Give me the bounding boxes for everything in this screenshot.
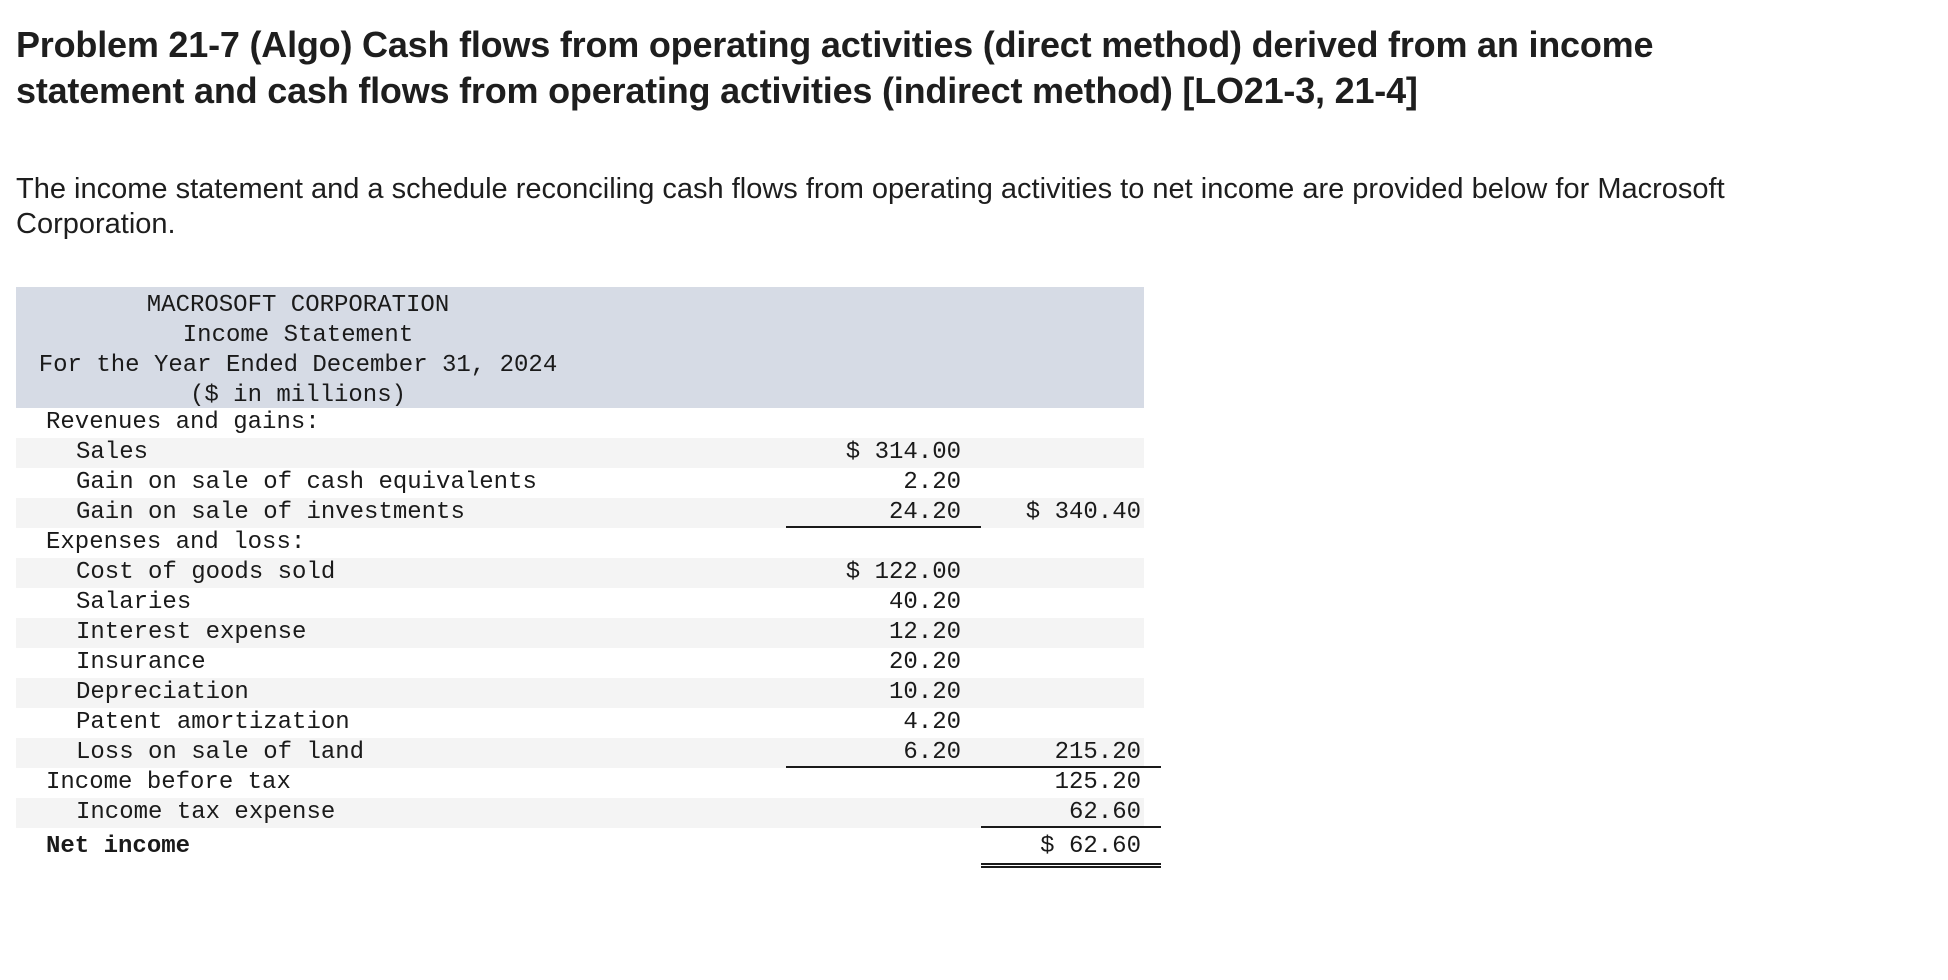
table-row	[16, 588, 1144, 618]
table-row	[16, 618, 1144, 648]
statement-units: ($ in millions)	[189, 382, 407, 409]
row-label: Insurance	[76, 649, 206, 676]
problem-intro	[16, 172, 1932, 242]
row-label: Expenses and loss:	[46, 529, 306, 556]
section-heading-revenues	[16, 408, 1144, 438]
row-amount: $ 122.00	[845, 559, 961, 586]
income-statement-header	[16, 287, 1144, 408]
income-tax-expense-row	[16, 798, 1144, 828]
problem-title-line-2: statement and cash flows from operating activities (indirect method) [LO21-3, 21-4]	[16, 70, 1418, 111]
problem-intro-line-2: Corporation.	[16, 208, 176, 240]
table-row	[16, 738, 1144, 768]
row-label: Patent amortization	[76, 709, 350, 736]
net-income-row	[16, 828, 1144, 866]
row-total: 215.20	[981, 738, 1161, 768]
row-total: 62.60	[981, 798, 1161, 828]
row-amount: 40.20	[888, 589, 961, 616]
table-row	[16, 558, 1144, 588]
problem-intro-line-1: The income statement and a schedule reconciling cash flows from operating activities to net income are provided below for Macrosoft	[16, 173, 1725, 205]
row-label: Depreciation	[76, 679, 249, 706]
row-label: Interest expense	[76, 619, 307, 646]
table-row	[16, 648, 1144, 678]
problem-page	[16, 0, 1932, 240]
row-amount: 4.20	[903, 709, 961, 736]
row-label: Gain on sale of cash equivalents	[76, 469, 537, 496]
row-amount: $ 314.00	[845, 439, 961, 466]
row-label: Loss on sale of land	[76, 739, 365, 766]
table-row	[16, 498, 1144, 528]
row-total: $ 62.60	[981, 828, 1161, 868]
income-before-tax-row	[16, 768, 1144, 798]
row-label: Revenues and gains:	[46, 409, 320, 436]
table-row	[16, 468, 1144, 498]
row-label: Net income	[46, 833, 191, 860]
table-row	[16, 438, 1144, 468]
row-amount: 10.20	[888, 679, 961, 706]
row-amount: 24.20	[786, 498, 981, 528]
table-row	[16, 678, 1144, 708]
section-heading-expenses	[16, 528, 1144, 558]
company-name: MACROSOFT CORPORATION	[146, 292, 450, 319]
row-amount: 6.20	[786, 738, 981, 768]
problem-title-line-1: Problem 21-7 (Algo) Cash flows from operating activities (direct method) derived from an income	[16, 24, 1654, 65]
row-label: Cost of goods sold	[76, 559, 336, 586]
row-label: Sales	[76, 439, 149, 466]
income-statement-table	[16, 287, 1144, 866]
table-row	[16, 708, 1144, 738]
row-amount: 2.20	[903, 469, 961, 496]
row-total: 125.20	[1054, 769, 1141, 796]
row-total: $ 340.40	[1025, 499, 1141, 526]
row-label: Gain on sale of investments	[76, 499, 465, 526]
row-label: Income tax expense	[76, 799, 336, 826]
row-label: Salaries	[76, 589, 192, 616]
statement-period: For the Year Ended December 31, 2024	[38, 352, 558, 379]
statement-name: Income Statement	[182, 322, 414, 349]
problem-title	[16, 0, 1932, 114]
row-amount: 20.20	[888, 649, 961, 676]
row-amount: 12.20	[888, 619, 961, 646]
row-label: Income before tax	[46, 769, 291, 796]
